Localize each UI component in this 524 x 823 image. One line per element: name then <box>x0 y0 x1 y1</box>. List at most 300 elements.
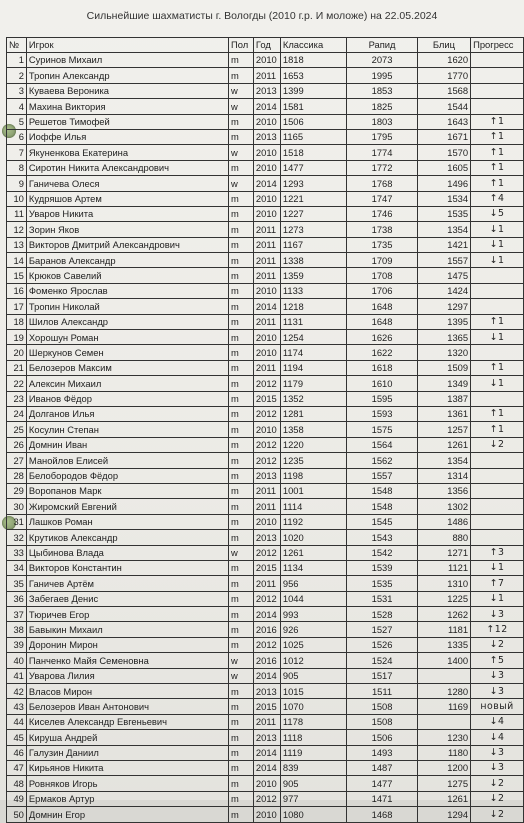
blitz-rating-cell: 1475 <box>417 268 470 283</box>
player-name-cell: Цыбинова Влада <box>26 545 228 560</box>
blitz-rating-cell: 1310 <box>417 576 470 591</box>
rapid-rating-cell: 1564 <box>347 437 417 452</box>
table-row <box>7 191 524 206</box>
classic-rating-cell: 1192 <box>280 514 347 529</box>
classic-rating-cell: 1506 <box>280 114 347 129</box>
blitz-rating-cell: 1356 <box>417 483 470 498</box>
gender-cell: m <box>228 206 253 221</box>
birth-year-cell: 2015 <box>253 560 280 575</box>
rapid-rating-cell: 1508 <box>347 699 417 714</box>
player-name-cell: Тропин Александр <box>26 68 228 83</box>
player-name-cell: Викторов Дмитрий Александрович <box>26 237 228 252</box>
rank-cell: 20 <box>7 345 27 360</box>
table-row <box>7 499 524 514</box>
page-title: Сильнейшие шахматисты г. Вологды (2010 г.р. И моложе) на 22.05.2024 <box>86 10 438 22</box>
classic-rating-cell: 905 <box>280 776 347 791</box>
classic-rating-cell: 1581 <box>280 99 347 114</box>
player-name-cell: Уваров Никита <box>26 206 228 221</box>
blitz-rating-cell: 1671 <box>417 129 470 144</box>
birth-year-cell: 2016 <box>253 622 280 637</box>
rank-cell: 50 <box>7 807 27 822</box>
rapid-rating-cell: 1468 <box>347 807 417 822</box>
rank-cell: 48 <box>7 776 27 791</box>
classic-rating-cell: 977 <box>280 791 347 806</box>
rapid-rating-cell: 1542 <box>347 545 417 560</box>
table-row <box>7 160 524 175</box>
rapid-rating-cell: 1493 <box>347 745 417 760</box>
progress-cell: ↓5 <box>471 206 524 221</box>
table-row <box>7 68 524 83</box>
table-row <box>7 745 524 760</box>
player-name-cell: Панченко Майя Семеновна <box>26 653 228 668</box>
birth-year-cell: 2010 <box>253 330 280 345</box>
progress-cell <box>471 268 524 283</box>
birth-year-cell: 2010 <box>253 206 280 221</box>
birth-year-cell: 2013 <box>253 684 280 699</box>
blitz-rating-cell: 1534 <box>417 191 470 206</box>
rapid-rating-cell: 1487 <box>347 760 417 775</box>
blitz-rating-cell: 1335 <box>417 637 470 652</box>
blitz-rating-cell: 1557 <box>417 253 470 268</box>
table-row <box>7 699 524 714</box>
classic-rating-cell: 1261 <box>280 545 347 560</box>
blitz-rating-cell: 1280 <box>417 684 470 699</box>
rapid-rating-cell: 1548 <box>347 483 417 498</box>
birth-year-cell: 2012 <box>253 376 280 391</box>
blitz-rating-cell: 1643 <box>417 114 470 129</box>
rapid-rating-cell: 1706 <box>347 283 417 298</box>
classic-rating-cell: 1227 <box>280 206 347 221</box>
player-name-cell: Тюричев Егор <box>26 607 228 622</box>
progress-cell: ↓2 <box>471 437 524 452</box>
table-row <box>7 422 524 437</box>
classic-rating-cell: 1174 <box>280 345 347 360</box>
gender-cell: m <box>228 191 253 206</box>
gender-cell: m <box>228 283 253 298</box>
player-name-cell: Якуненкова Екатерина <box>26 145 228 160</box>
table-row <box>7 237 524 252</box>
rank-cell: 14 <box>7 253 27 268</box>
birth-year-cell: 2010 <box>253 776 280 791</box>
rank-cell: 43 <box>7 699 27 714</box>
gender-cell: m <box>228 607 253 622</box>
rapid-rating-cell: 1648 <box>347 299 417 314</box>
classic-rating-cell: 1114 <box>280 499 347 514</box>
table-row <box>7 760 524 775</box>
table-row <box>7 345 524 360</box>
gender-cell: m <box>228 622 253 637</box>
table-row <box>7 222 524 237</box>
classic-rating-cell: 1179 <box>280 376 347 391</box>
player-name-cell: Фоменко Ярослав <box>26 283 228 298</box>
player-name-cell: Долганов Илья <box>26 406 228 421</box>
player-name-cell: Уварова Лилия <box>26 668 228 683</box>
birth-year-cell: 2014 <box>253 607 280 622</box>
gender-cell: m <box>228 129 253 144</box>
rank-cell: 13 <box>7 237 27 252</box>
gender-cell: m <box>228 730 253 745</box>
table-header-row <box>7 38 524 53</box>
rank-cell: 35 <box>7 576 27 591</box>
rank-cell: 29 <box>7 483 27 498</box>
gender-cell: m <box>228 360 253 375</box>
progress-cell <box>471 391 524 406</box>
table-row <box>7 637 524 652</box>
classic-rating-cell: 1080 <box>280 807 347 822</box>
gender-cell: m <box>228 114 253 129</box>
rank-cell: 15 <box>7 268 27 283</box>
player-name-cell: Косулин Степан <box>26 422 228 437</box>
classic-rating-cell: 956 <box>280 576 347 591</box>
classic-rating-cell: 993 <box>280 607 347 622</box>
table-row <box>7 176 524 191</box>
birth-year-cell: 2011 <box>253 360 280 375</box>
table-row <box>7 330 524 345</box>
player-name-cell: Шеркунов Семен <box>26 345 228 360</box>
rank-cell: 10 <box>7 191 27 206</box>
rank-cell: 19 <box>7 330 27 345</box>
player-name-cell: Белобородов Фёдор <box>26 468 228 483</box>
progress-cell: ↑1 <box>471 145 524 160</box>
birth-year-cell: 2010 <box>253 345 280 360</box>
player-name-cell: Доронин Мирон <box>26 637 228 652</box>
header-num: № <box>7 38 27 53</box>
birth-year-cell: 2014 <box>253 99 280 114</box>
gender-cell: m <box>228 745 253 760</box>
gender-cell: m <box>228 376 253 391</box>
gender-cell: m <box>228 253 253 268</box>
birth-year-cell: 2013 <box>253 530 280 545</box>
player-name-cell: Крутиков Александр <box>26 530 228 545</box>
gender-cell: m <box>228 714 253 729</box>
gender-cell: m <box>228 530 253 545</box>
birth-year-cell: 2011 <box>253 268 280 283</box>
header-year: Год <box>253 38 280 53</box>
blitz-rating-cell: 1395 <box>417 314 470 329</box>
rank-cell: 40 <box>7 653 27 668</box>
table-row <box>7 591 524 606</box>
gender-cell: m <box>228 237 253 252</box>
blitz-rating-cell: 1605 <box>417 160 470 175</box>
birth-year-cell: 2010 <box>253 191 280 206</box>
birth-year-cell: 2013 <box>253 730 280 745</box>
rapid-rating-cell: 1528 <box>347 607 417 622</box>
table-row <box>7 622 524 637</box>
gender-cell: m <box>228 160 253 175</box>
blitz-rating-cell: 1387 <box>417 391 470 406</box>
rank-cell: 45 <box>7 730 27 745</box>
birth-year-cell: 2012 <box>253 453 280 468</box>
gender-cell: m <box>228 330 253 345</box>
player-name-cell: Алексин Михаил <box>26 376 228 391</box>
progress-cell: ↑1 <box>471 406 524 421</box>
birth-year-cell: 2012 <box>253 437 280 452</box>
progress-cell <box>471 514 524 529</box>
birth-year-cell: 2011 <box>253 222 280 237</box>
table-row <box>7 145 524 160</box>
rapid-rating-cell: 1562 <box>347 453 417 468</box>
rapid-rating-cell: 1506 <box>347 730 417 745</box>
rapid-rating-cell: 1526 <box>347 637 417 652</box>
progress-cell: ↓3 <box>471 668 524 683</box>
rapid-rating-cell: 1709 <box>347 253 417 268</box>
rank-cell: 23 <box>7 391 27 406</box>
rank-cell: 34 <box>7 560 27 575</box>
table-row <box>7 607 524 622</box>
blitz-rating-cell: 1200 <box>417 760 470 775</box>
blitz-rating-cell: 1314 <box>417 468 470 483</box>
table-row <box>7 376 524 391</box>
player-name-cell: Иоффе Илья <box>26 129 228 144</box>
progress-cell <box>471 345 524 360</box>
birth-year-cell: 2011 <box>253 253 280 268</box>
gender-cell: m <box>228 345 253 360</box>
rank-cell: 16 <box>7 283 27 298</box>
player-name-cell: Белозеров Иван Антонович <box>26 699 228 714</box>
table-row <box>7 730 524 745</box>
gender-cell: m <box>228 499 253 514</box>
classic-rating-cell: 926 <box>280 622 347 637</box>
progress-cell: ↑1 <box>471 129 524 144</box>
progress-cell <box>471 453 524 468</box>
rapid-rating-cell: 1746 <box>347 206 417 221</box>
rapid-rating-cell: 1622 <box>347 345 417 360</box>
progress-cell: новый <box>471 699 524 714</box>
progress-cell: ↓1 <box>471 591 524 606</box>
birth-year-cell: 2012 <box>253 591 280 606</box>
birth-year-cell: 2015 <box>253 391 280 406</box>
progress-cell <box>471 530 524 545</box>
table-row <box>7 714 524 729</box>
birth-year-cell: 2012 <box>253 545 280 560</box>
rapid-rating-cell: 1648 <box>347 314 417 329</box>
rapid-rating-cell: 1535 <box>347 576 417 591</box>
birth-year-cell: 2010 <box>253 53 280 68</box>
table-row <box>7 299 524 314</box>
gender-cell: w <box>228 145 253 160</box>
player-name-cell: Домнин Егор <box>26 807 228 822</box>
progress-cell: ↓2 <box>471 807 524 822</box>
blitz-rating-cell: 1302 <box>417 499 470 514</box>
classic-rating-cell: 1220 <box>280 437 347 452</box>
blitz-rating-cell: 1365 <box>417 330 470 345</box>
birth-year-cell: 2014 <box>253 745 280 760</box>
rank-cell: 11 <box>7 206 27 221</box>
player-name-cell: Решетов Тимофей <box>26 114 228 129</box>
progress-cell <box>471 99 524 114</box>
player-name-cell: Кувaева Вероника <box>26 83 228 98</box>
blitz-rating-cell: 1424 <box>417 283 470 298</box>
classic-rating-cell: 1477 <box>280 160 347 175</box>
classic-rating-cell: 1281 <box>280 406 347 421</box>
birth-year-cell: 2013 <box>253 83 280 98</box>
rank-cell: 37 <box>7 607 27 622</box>
player-name-cell: Ровняков Игорь <box>26 776 228 791</box>
blitz-rating-cell: 1509 <box>417 360 470 375</box>
progress-cell: ↑1 <box>471 314 524 329</box>
rapid-rating-cell: 1511 <box>347 684 417 699</box>
rank-cell: 18 <box>7 314 27 329</box>
classic-rating-cell: 1167 <box>280 237 347 252</box>
progress-cell <box>471 299 524 314</box>
gender-cell: m <box>228 53 253 68</box>
table-row <box>7 268 524 283</box>
progress-cell: ↓4 <box>471 730 524 745</box>
gender-cell: w <box>228 176 253 191</box>
progress-cell: ↓3 <box>471 607 524 622</box>
gender-cell: m <box>228 807 253 822</box>
blitz-rating-cell: 1544 <box>417 99 470 114</box>
progress-cell: ↑3 <box>471 545 524 560</box>
classic-rating-cell: 1012 <box>280 653 347 668</box>
rapid-rating-cell: 1995 <box>347 68 417 83</box>
player-name-cell: Хорошун Роман <box>26 330 228 345</box>
blitz-rating-cell: 1275 <box>417 776 470 791</box>
rapid-rating-cell: 1517 <box>347 668 417 683</box>
rapid-rating-cell: 1768 <box>347 176 417 191</box>
rapid-rating-cell: 1557 <box>347 468 417 483</box>
table-row <box>7 776 524 791</box>
player-name-cell: Ганичев Артём <box>26 576 228 591</box>
table-row <box>7 99 524 114</box>
blitz-rating-cell <box>417 714 470 729</box>
rank-cell: 42 <box>7 684 27 699</box>
blitz-rating-cell: 1354 <box>417 222 470 237</box>
table-row <box>7 560 524 575</box>
progress-cell: ↓1 <box>471 222 524 237</box>
blitz-rating-cell: 1261 <box>417 437 470 452</box>
gender-cell: m <box>228 637 253 652</box>
birth-year-cell: 2011 <box>253 576 280 591</box>
blitz-rating-cell: 1297 <box>417 299 470 314</box>
progress-cell: ↑4 <box>471 191 524 206</box>
birth-year-cell: 2015 <box>253 699 280 714</box>
rapid-rating-cell: 1524 <box>347 653 417 668</box>
classic-rating-cell: 1359 <box>280 268 347 283</box>
rapid-rating-cell: 1471 <box>347 791 417 806</box>
birth-year-cell: 2011 <box>253 483 280 498</box>
classic-rating-cell: 1165 <box>280 129 347 144</box>
classic-rating-cell: 1134 <box>280 560 347 575</box>
classic-rating-cell: 1254 <box>280 330 347 345</box>
player-name-cell: Баранов Александр <box>26 253 228 268</box>
birth-year-cell: 2014 <box>253 176 280 191</box>
rapid-rating-cell: 1548 <box>347 499 417 514</box>
gender-cell: m <box>228 422 253 437</box>
progress-cell <box>471 483 524 498</box>
blitz-rating-cell: 1320 <box>417 345 470 360</box>
rapid-rating-cell: 1772 <box>347 160 417 175</box>
rapid-rating-cell: 1618 <box>347 360 417 375</box>
classic-rating-cell: 1358 <box>280 422 347 437</box>
progress-cell: ↓1 <box>471 237 524 252</box>
classic-rating-cell: 1352 <box>280 391 347 406</box>
birth-year-cell: 2012 <box>253 406 280 421</box>
table-row <box>7 391 524 406</box>
birth-year-cell: 2010 <box>253 283 280 298</box>
birth-year-cell: 2016 <box>253 653 280 668</box>
player-name-cell: Зорин Яков <box>26 222 228 237</box>
rank-cell: 1 <box>7 53 27 68</box>
classic-rating-cell: 1221 <box>280 191 347 206</box>
birth-year-cell: 2011 <box>253 314 280 329</box>
birth-year-cell: 2013 <box>253 129 280 144</box>
table-row <box>7 807 524 822</box>
gender-cell: m <box>228 483 253 498</box>
progress-cell <box>471 53 524 68</box>
rank-cell: 26 <box>7 437 27 452</box>
birth-year-cell: 2010 <box>253 160 280 175</box>
gender-cell: m <box>228 514 253 529</box>
header-blitz: Блиц <box>417 38 470 53</box>
gender-cell: w <box>228 99 253 114</box>
birth-year-cell: 2013 <box>253 468 280 483</box>
player-name-cell: Кудряшов Артем <box>26 191 228 206</box>
blitz-rating-cell: 1261 <box>417 791 470 806</box>
progress-cell: ↓2 <box>471 637 524 652</box>
rapid-rating-cell: 1477 <box>347 776 417 791</box>
rank-cell: 49 <box>7 791 27 806</box>
rapid-rating-cell: 1508 <box>347 714 417 729</box>
rank-cell: 12 <box>7 222 27 237</box>
progress-cell: ↓1 <box>471 560 524 575</box>
player-name-cell: Кируша Андрей <box>26 730 228 745</box>
rapid-rating-cell: 1531 <box>347 591 417 606</box>
classic-rating-cell: 1818 <box>280 53 347 68</box>
birth-year-cell: 2011 <box>253 68 280 83</box>
table-row <box>7 668 524 683</box>
blitz-rating-cell: 1620 <box>417 53 470 68</box>
blitz-rating-cell: 1496 <box>417 176 470 191</box>
classic-rating-cell: 1119 <box>280 745 347 760</box>
classic-rating-cell: 1518 <box>280 145 347 160</box>
blitz-rating-cell: 1294 <box>417 807 470 822</box>
table-row <box>7 314 524 329</box>
rapid-rating-cell: 1539 <box>347 560 417 575</box>
progress-cell: ↑7 <box>471 576 524 591</box>
player-name-cell: Иванов Фёдор <box>26 391 228 406</box>
rank-cell: 24 <box>7 406 27 421</box>
table-row <box>7 530 524 545</box>
blitz-rating-cell <box>417 668 470 683</box>
rapid-rating-cell: 1708 <box>347 268 417 283</box>
blitz-rating-cell: 1354 <box>417 453 470 468</box>
blitz-rating-cell: 1181 <box>417 622 470 637</box>
rapid-rating-cell: 1853 <box>347 83 417 98</box>
progress-cell: ↓1 <box>471 376 524 391</box>
rapid-rating-cell: 1545 <box>347 514 417 529</box>
rank-cell: 33 <box>7 545 27 560</box>
blitz-rating-cell: 1486 <box>417 514 470 529</box>
birth-year-cell: 2014 <box>253 760 280 775</box>
player-name-cell: Жиромский Евгений <box>26 499 228 514</box>
header-gender: Пол <box>228 38 253 53</box>
rapid-rating-cell: 1610 <box>347 376 417 391</box>
player-name-cell: Власов Мирон <box>26 684 228 699</box>
player-name-cell: Киселев Александр Евгеньевич <box>26 714 228 729</box>
gender-cell: m <box>228 222 253 237</box>
table-row <box>7 206 524 221</box>
player-name-cell: Галузин Даниил <box>26 745 228 760</box>
rank-cell: 4 <box>7 99 27 114</box>
table-row <box>7 468 524 483</box>
gender-cell: m <box>228 314 253 329</box>
rank-cell: 32 <box>7 530 27 545</box>
classic-rating-cell: 1399 <box>280 83 347 98</box>
rank-cell: 28 <box>7 468 27 483</box>
classic-rating-cell: 1015 <box>280 684 347 699</box>
gender-cell: w <box>228 545 253 560</box>
